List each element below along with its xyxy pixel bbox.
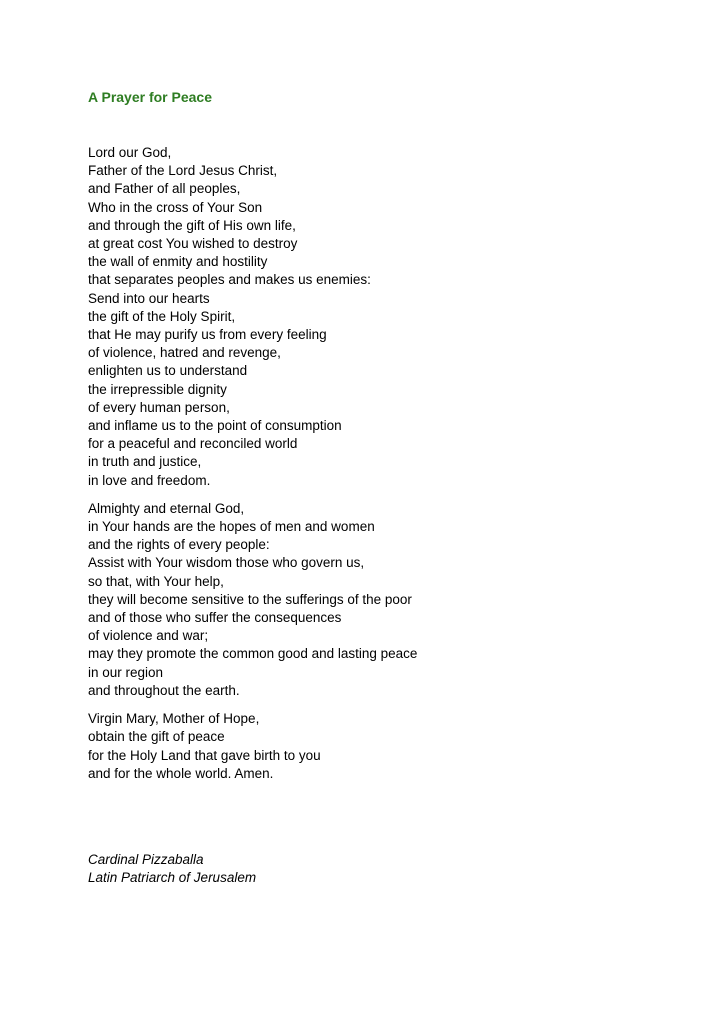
prayer-line: at great cost You wished to destroy — [88, 236, 298, 252]
prayer-line: the wall of enmity and hostility — [88, 254, 268, 270]
prayer-line: the irrepressible dignity — [88, 381, 227, 397]
prayer-line: that He may purify us from every feeling — [88, 327, 327, 343]
prayer-line: and throughout the earth. — [88, 682, 240, 698]
prayer-line: Send into our hearts — [88, 290, 210, 306]
signature-name: Cardinal Pizzaballa — [88, 852, 204, 867]
prayer-line: enlighten us to understand — [88, 363, 248, 379]
prayer-line: in truth and justice, — [88, 454, 202, 470]
prayer-line: of violence and war; — [88, 628, 209, 644]
prayer-line: for the Holy Land that gave birth to you — [88, 747, 321, 763]
prayer-line: obtain the gift of peace — [88, 729, 225, 745]
prayer-line: Lord our God, — [88, 145, 172, 160]
prayer-line: of violence, hatred and revenge, — [88, 345, 281, 361]
prayer-line: and Father of all peoples, — [88, 181, 241, 197]
prayer-line: Virgin Mary, Mother of Hope, — [88, 711, 260, 727]
prayer-line: and the rights of every people: — [88, 537, 270, 553]
prayer-line: and of those who suffer the consequences — [88, 610, 342, 626]
prayer-line: Father of the Lord Jesus Christ, — [88, 163, 278, 179]
prayer-body — [88, 144, 648, 793]
prayer-line: of every human person, — [88, 399, 230, 415]
prayer-line: in love and freedom. — [88, 472, 211, 488]
signature-block — [88, 851, 256, 887]
prayer-line: so that, with Your help, — [88, 573, 224, 589]
stanza — [88, 144, 648, 490]
prayer-line: and through the gift of His own life, — [88, 217, 296, 233]
prayer-line: in our region — [88, 664, 164, 680]
stanza — [88, 500, 648, 700]
stanza — [88, 710, 648, 783]
prayer-line: and for the whole world. Amen. — [88, 765, 274, 781]
prayer-line: that separates peoples and makes us enemies: — [88, 272, 371, 288]
prayer-line: in Your hands are the hopes of men and women — [88, 519, 375, 535]
prayer-line: Assist with Your wisdom those who govern us, — [88, 555, 365, 571]
signature-role: Latin Patriarch of Jerusalem — [88, 870, 257, 886]
prayer-line: may they promote the common good and lasting peace — [88, 646, 418, 662]
prayer-line: and inflame us to the point of consumption — [88, 418, 342, 434]
prayer-line: they will become sensitive to the sufferings of the poor — [88, 591, 412, 607]
prayer-line: for a peaceful and reconciled world — [88, 436, 298, 452]
prayer-line: Almighty and eternal God, — [88, 500, 245, 516]
prayer-title: A Prayer for Peace — [88, 89, 212, 105]
prayer-line: Who in the cross of Your Son — [88, 199, 263, 215]
prayer-line: the gift of the Holy Spirit, — [88, 308, 236, 324]
